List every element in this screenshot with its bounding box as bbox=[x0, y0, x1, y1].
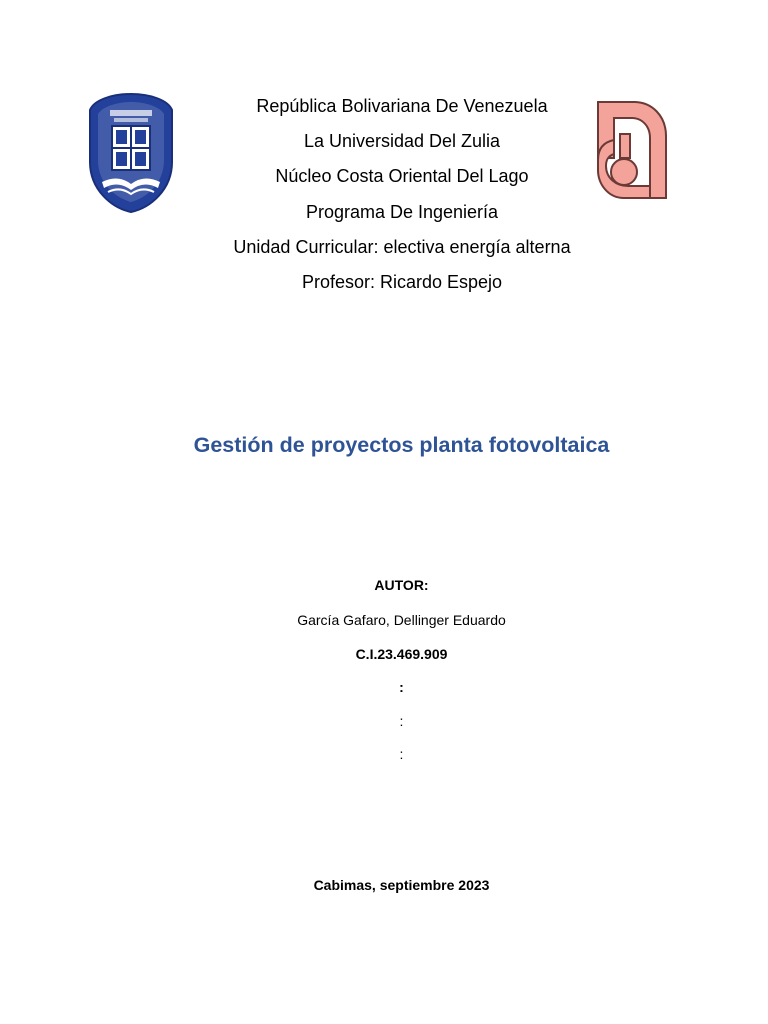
author-label: AUTOR: bbox=[374, 577, 429, 593]
place-date: Cabimas, septiembre 2023 bbox=[313, 877, 490, 893]
university-seal-icon bbox=[88, 92, 174, 214]
document-title: Gestión de proyectos planta fotovoltaica bbox=[193, 433, 610, 457]
author-name: García Gafaro, Dellinger Eduardo bbox=[297, 612, 506, 628]
separator-1: : bbox=[399, 679, 404, 695]
header-line-course: Unidad Curricular: electiva energía alterna bbox=[233, 236, 571, 257]
header-line-republic: República Bolivariana De Venezuela bbox=[256, 96, 548, 116]
header-line-program: Programa De Ingeniería bbox=[305, 201, 499, 222]
header-line-university: La Universidad Del Zulia bbox=[303, 131, 501, 152]
author-id: C.I.23.469.909 bbox=[355, 646, 448, 662]
institution-header bbox=[200, 89, 604, 300]
header-line-nucleo: Núcleo Costa Oriental Del Lago bbox=[275, 166, 529, 187]
header-line-professor: Profesor: Ricardo Espejo bbox=[301, 272, 503, 293]
nucleo-logo-icon bbox=[594, 98, 668, 204]
separator-3: : bbox=[399, 746, 404, 762]
separator-2: : bbox=[399, 713, 404, 729]
